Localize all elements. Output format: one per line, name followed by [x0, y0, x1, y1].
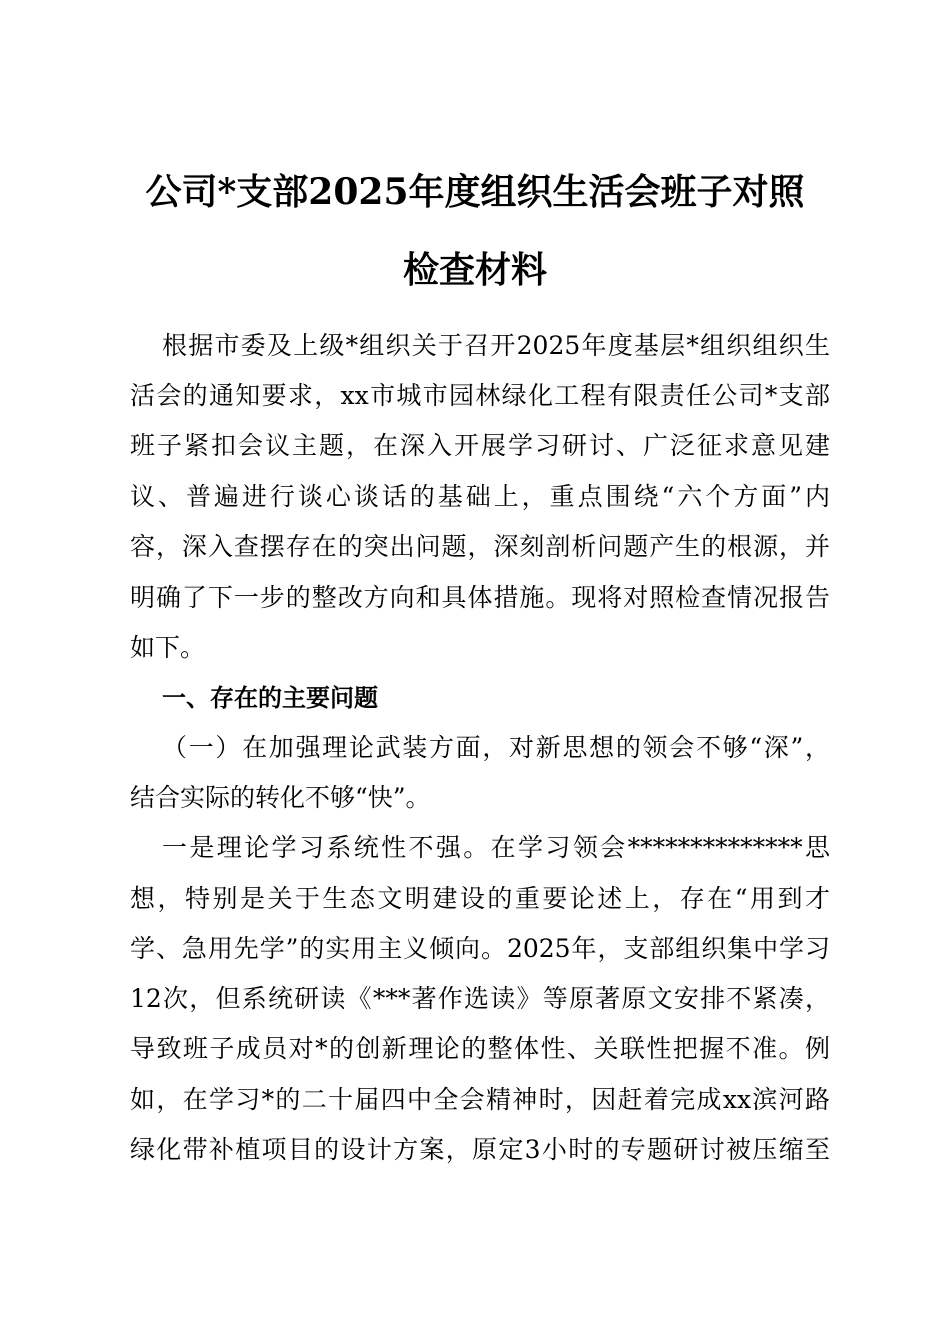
intro-line: 明确了下一步的整改方向和具体措施。现将对照检查情况报告 [130, 583, 830, 612]
section-heading: 一、存在的主要问题 [162, 684, 378, 712]
intro-line: 如下。 [130, 633, 206, 662]
document-title-line-2: 检查材料 [402, 249, 547, 291]
document-title-line-1: 公司*支部2025年度组织生活会班子对照 [145, 171, 805, 213]
paragraph-line: 如，在学习*的二十届四中全会精神时，因赶着完成xx滨河路 [130, 1085, 830, 1114]
subsection-line: （一）在加强理论武装方面，对新思想的领会不够“深”， [162, 733, 830, 762]
subsection-line: 结合实际的转化不够“快”。 [130, 783, 431, 812]
paragraph-line: 想，特别是关于生态文明建设的重要论述上，存在“用到才 [130, 884, 830, 913]
intro-line: 议、普遍进行谈心谈话的基础上，重点围绕“六个方面”内 [130, 482, 830, 511]
paragraph-line: 导致班子成员对*的创新理论的整体性、关联性把握不准。例 [130, 1034, 830, 1063]
intro-line: 根据市委及上级*组织关于召开2025年度基层*组织组织生 [162, 331, 830, 360]
paragraph-line: 12次，但系统研读《***著作选读》等原著原文安排不紧凑， [130, 984, 830, 1013]
paragraph-line: 一是理论学习系统性不强。在学习领会**************思 [162, 833, 830, 862]
intro-line: 活会的通知要求，xx市城市园林绿化工程有限责任公司*支部 [130, 381, 830, 410]
paragraph-line: 学、急用先学”的实用主义倾向。2025年，支部组织集中学习 [130, 934, 830, 963]
paragraph-line: 绿化带补植项目的设计方案，原定3小时的专题研讨被压缩至 [130, 1135, 830, 1164]
intro-line: 容，深入查摆存在的突出问题，深刻剖析问题产生的根源，并 [130, 532, 830, 561]
intro-line: 班子紧扣会议主题，在深入开展学习研讨、广泛征求意见建 [130, 431, 830, 460]
